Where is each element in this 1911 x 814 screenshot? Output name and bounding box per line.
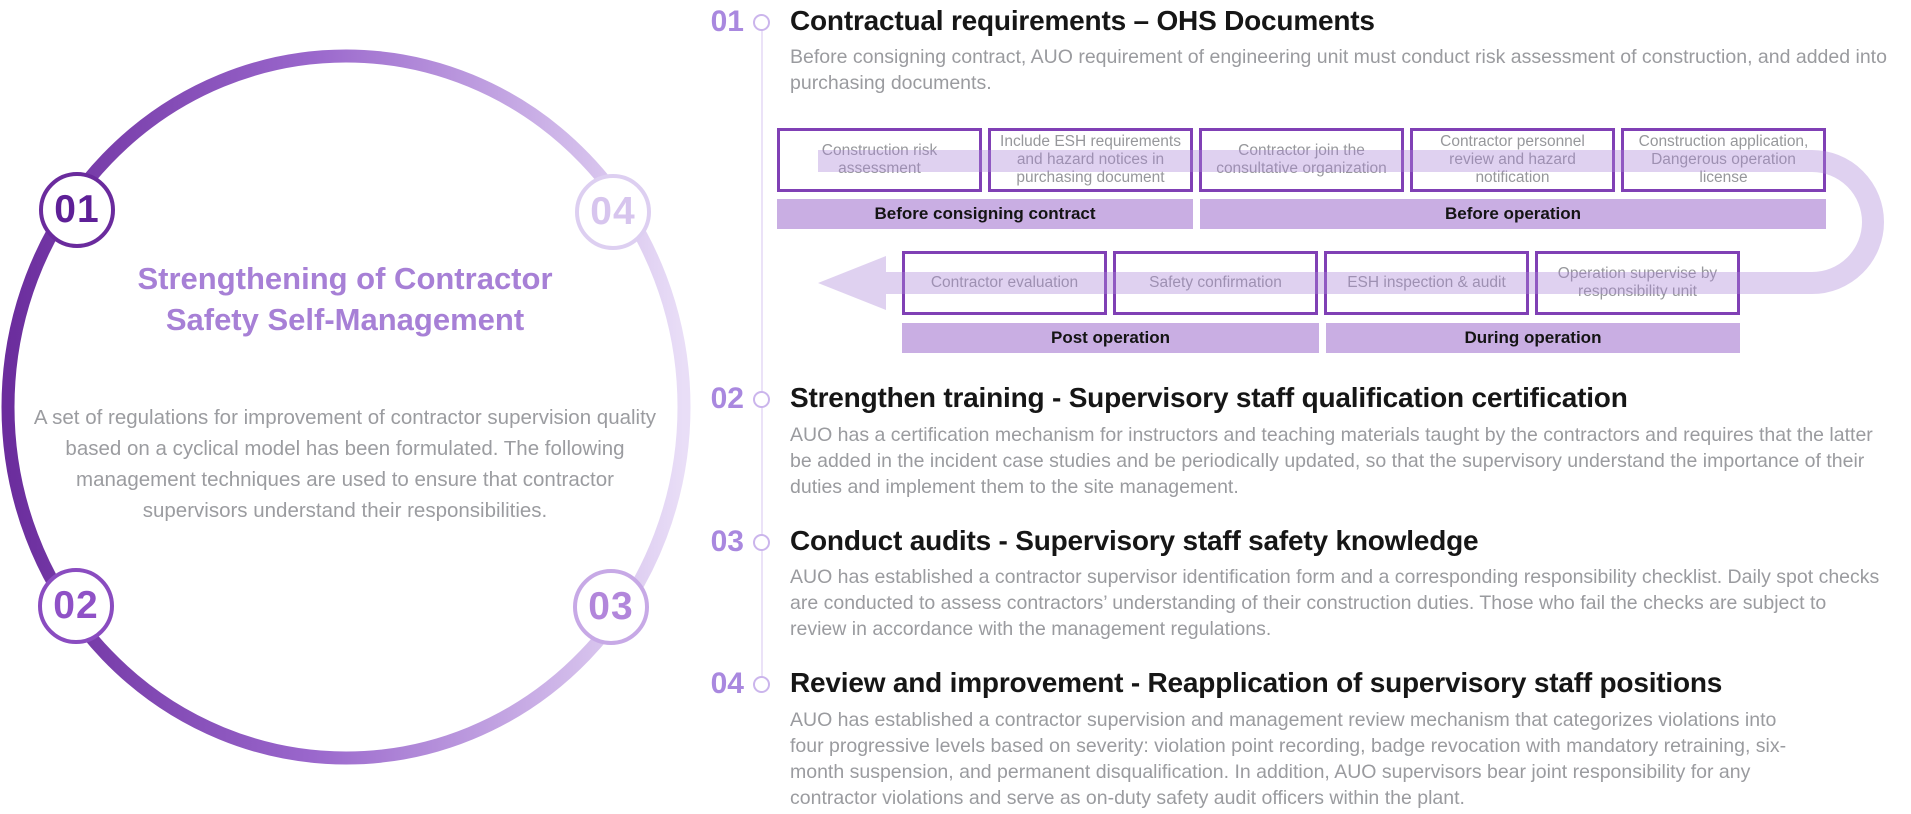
- cycle-description: A set of regulations for improvement of contractor supervision quality based on a cyclical model has been formulated. The following management techniques are used to ensure that contractor supervisors understand their responsibilities.: [33, 406, 657, 522]
- section-number-01: 01: [710, 5, 744, 38]
- flow-box-operation-supervise: Operation supervise by responsibility unit: [1535, 251, 1740, 315]
- flow-box-safety-confirmation: Safety confirmation: [1113, 251, 1318, 315]
- cycle-step-badge-04: [575, 174, 651, 250]
- cycle-step-badge-02: [38, 568, 114, 644]
- phase-band-post-operation: Post operation: [902, 323, 1319, 353]
- phase-band-before-operation: Before operation: [1200, 199, 1826, 229]
- section-body-03: AUO has established a contractor supervisor identification form and a corresponding responsibility checklist. Daily spot checks are conducted to assess contractors’ understanding of their construction duties. Those who fail the checks are subject to review in accordance with the management regulations.: [790, 566, 1880, 640]
- cycle-step-label: 01: [54, 188, 100, 231]
- cycle-title-line-1: Strengthening of Contractor: [137, 261, 553, 296]
- section-number-02: 02: [710, 382, 744, 415]
- section-body-04: AUO has established a contractor supervision and management review mechanism that categorizes violations into four progressive levels based on severity: violation point recording, badge revocation with mandatory retraining, six-month suspension, and permanent disqualification. In addition, AUO supervisors bear joint responsibility for any contractor violations and serve as on-duty safety audit officers within the plant.: [790, 709, 1787, 809]
- flow-box-esh-inspection-audit: ESH inspection & audit: [1324, 251, 1529, 315]
- cycle-step-label: 04: [590, 190, 636, 233]
- cycle-title: [55, 258, 635, 340]
- cycle-title-line-2: Safety Self-Management: [165, 302, 525, 337]
- flow-box-consultative-organization: Contractor join the consultative organization: [1199, 128, 1404, 192]
- flow-box-esh-requirements: Include ESH requirements and hazard notices in purchasing document: [988, 128, 1193, 192]
- cycle-step-label: 03: [588, 585, 634, 628]
- section-connector-line: [761, 30, 763, 686]
- section-marker-circle-03: [753, 534, 770, 551]
- section-title-03: Conduct audits - Supervisory staff safety knowledge: [790, 525, 1479, 556]
- section-title-01: Contractual requirements – OHS Documents: [790, 5, 1375, 36]
- section-marker-circle-01: [753, 14, 770, 31]
- section-title-02: Strengthen training - Supervisory staff qualification certification: [790, 382, 1628, 413]
- flow-box-construction-application: Construction application, Dangerous operation license: [1621, 128, 1826, 192]
- cycle-step-label: 02: [53, 584, 99, 627]
- cycle-step-badge-01: [39, 172, 115, 248]
- section-number-04: 04: [710, 667, 744, 700]
- phase-band-before-consigning-contract: Before consigning contract: [777, 199, 1193, 229]
- section-title-04: Review and improvement - Reapplication of supervisory staff positions: [790, 667, 1723, 698]
- phase-band-during-operation: During operation: [1326, 323, 1740, 353]
- section-marker-circle-04: [753, 676, 770, 693]
- cycle-step-badge-03: [573, 569, 649, 645]
- section-marker-circle-02: [753, 391, 770, 408]
- section-number-03: 03: [710, 525, 744, 558]
- flow-box-personnel-review: Contractor personnel review and hazard notification: [1410, 128, 1615, 192]
- flow-box-construction-risk-assessment: Construction risk assessment: [777, 128, 982, 192]
- section-body-01: Before consigning contract, AUO requirement of engineering unit must conduct risk assessment of construction, and added into purchasing documents.: [790, 46, 1887, 94]
- section-body-02: AUO has a certification mechanism for instructors and teaching materials taught by the contractors and requires that the latter be added in the incident case studies and be periodically updated, so that the supervisory understand the importance of their duties and implement them to the site management.: [790, 424, 1873, 498]
- flow-box-contractor-evaluation: Contractor evaluation: [902, 251, 1107, 315]
